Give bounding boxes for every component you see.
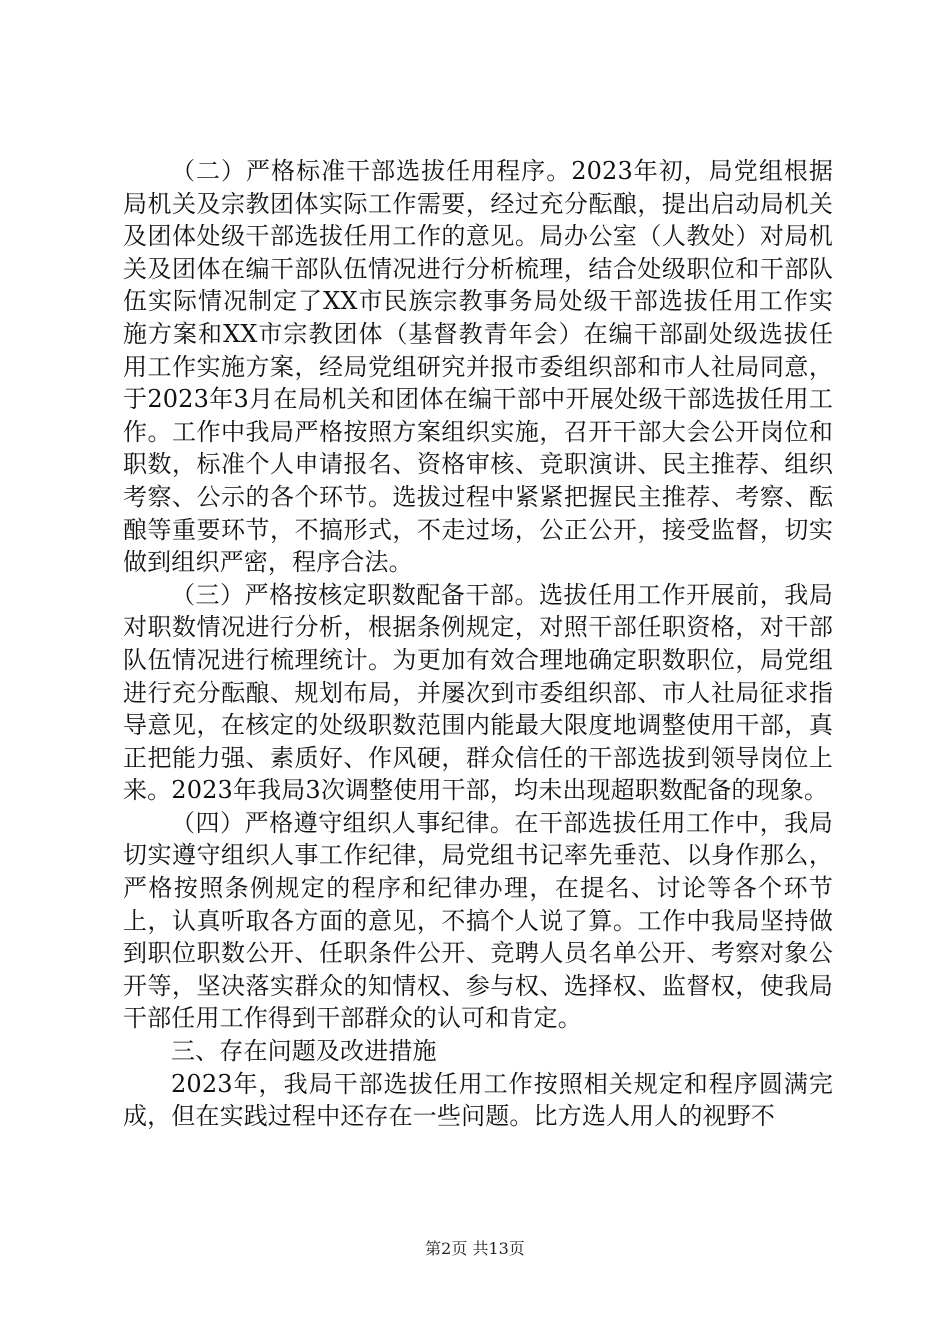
paragraph-problems-intro: 2023年，我局干部选拔任用工作按照相关规定和程序圆满完成，但在实践过程中还存在一些问题。比方选人用人的视野不 <box>123 1069 833 1131</box>
page-number-footer: 第2页 共13页 <box>425 1239 525 1258</box>
section-heading: 三、存在问题及改进措施 <box>171 1037 437 1066</box>
paragraph-approved-posts: （三）严格按核定职数配备干部。选拔任用工作开展前，我局对职数情况进行分析，根据条例规定，对照干部任职资格，对干部队伍情况进行梳理统计。为更加有效合理地确定职数职位，局党组进行充分酝酿、规划布局，并屡次到市委组织部、市人社局征求指导意见，在核定的处级职数范围内能最大限度地调整使用干部，真正把能力强、素质好、作风硬，群众信任的干部选拔到领导岗位上来。2023年我局3次调整使用干部，均未出现超职数配备的现象。 <box>123 580 833 805</box>
paragraph-strict-selection-procedure: （二）严格标准干部选拔任用程序。2023年初，局党组根据局机关及宗教团体实际工作需要，经过充分酝酿，提出启动局机关及团体处级干部选拔任用工作的意见。局办公室（人教处）对局机关及团体在编干部队伍情况进行分析梳理，结合处级职位和干部队伍实际情况制定了XX市民族宗教事务局处级干部选拔任用工作实施方案和XX市宗教团体（基督教青年会）在编干部副处级选拔任用工作实施方案，经局党组研究并报市委组织部和市人社局同意，于2023年3月在局机关和团体在编干部中开展处级干部选拔任用工作。工作中我局严格按照方案组织实施，召开干部大会公开岗位和职数，标准个人申请报名、资格审核、竞职演讲、民主推荐、组织考察、公示的各个环节。选拔过程中紧紧把握民主推荐、考察、酝酿等重要环节，不搞形式，不走过场，公正公开，接受监督，切实做到组织严密，程序合法。 <box>123 157 833 577</box>
paragraph-personnel-discipline: （四）严格遵守组织人事纪律。在干部选拔任用工作中，我局切实遵守组织人事工作纪律，局党组书记率先垂范、以身作那么，严格按照条例规定的程序和纪律办理，在提名、讨论等各个环节上，认真听取各方面的意见，不搞个人说了算。工作中我局坚持做到职位职数公开、任职条件公开、竞聘人员名单公开、考察对象公开等，坚决落实群众的知情权、参与权、选择权、监督权，使我局干部任用工作得到干部群众的认可和肯定。 <box>123 808 833 1033</box>
document-body <box>123 155 833 1133</box>
